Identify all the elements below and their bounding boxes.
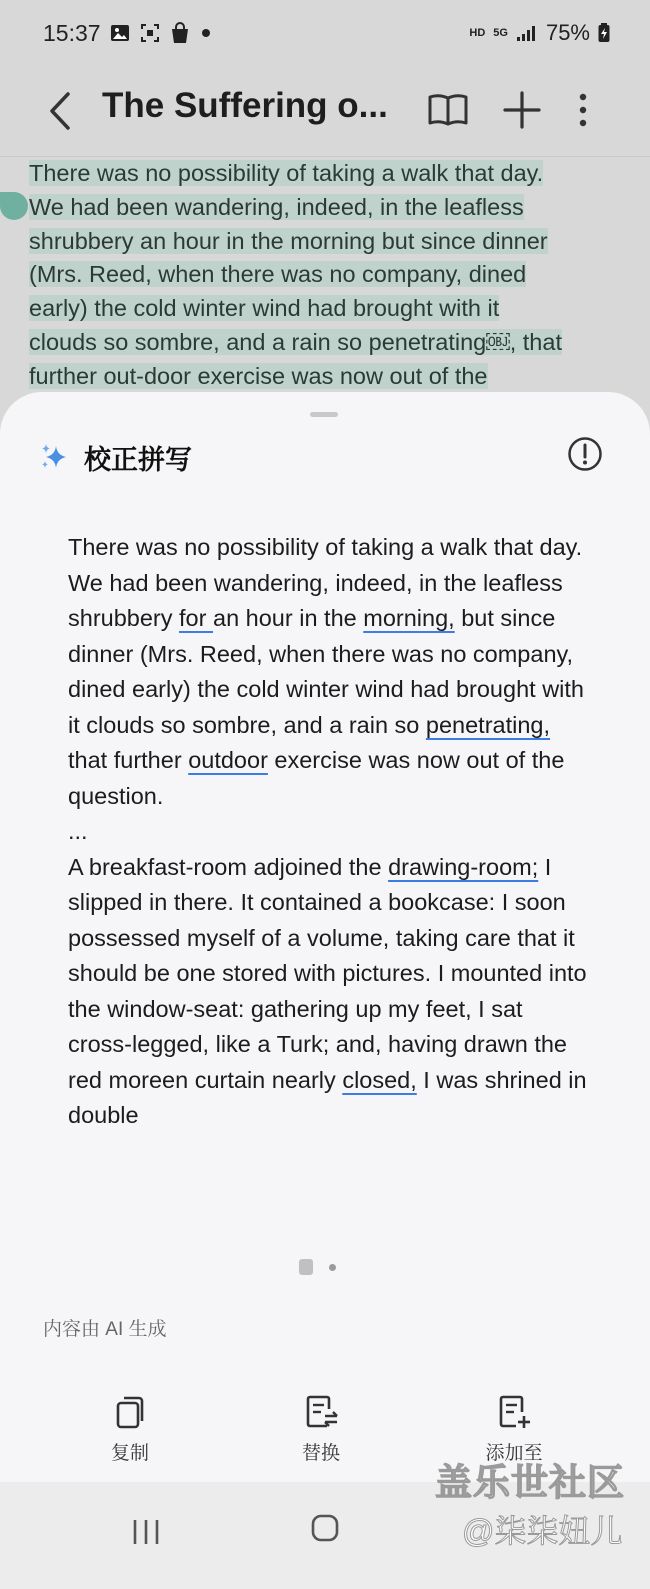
add-to-icon [494,1392,534,1432]
battery-icon [598,23,610,43]
corrected-text[interactable] [68,530,588,1134]
note-line: (Mrs. Reed, when there was no company, dined [29,261,527,288]
spelling-correction[interactable]: closed, [342,1066,417,1093]
ai-sparkle-icon [40,442,70,472]
battery-percent: 75% [545,20,590,45]
book-icon[interactable] [426,88,470,132]
text-segment: There was no possibility of taking a walk that day. We had been wandering, indeed, in the leafless shrubbery [68,534,583,631]
page-indicator-current [299,1259,313,1275]
corrected-paragraph [68,530,588,814]
text-segment: A breakfast-room adjoined the [68,853,389,880]
back-icon[interactable] [40,86,80,136]
corrected-paragraph [68,850,588,1134]
copy-button[interactable] [80,1392,180,1465]
sheet-grabber[interactable] [310,412,338,417]
replace-button[interactable] [271,1392,371,1465]
more-vert-icon[interactable] [568,88,598,132]
spelling-correction[interactable]: for [179,605,213,631]
home-icon[interactable] [310,1513,340,1543]
status-bar [0,0,650,70]
page-title: The Suffering o... [102,86,388,125]
app-bar [0,70,650,157]
note-line: further out-door exercise was now out of the [29,362,488,389]
note-line: There was no possibility of taking a walk that day. [29,160,544,186]
info-icon[interactable] [567,436,603,472]
status-right [469,20,610,46]
note-line: clouds so sombre, and a rain so penetrating￼, that [29,328,562,355]
copy-icon [110,1392,150,1432]
sheet-title: 校正拼写 [84,445,192,475]
note-content[interactable] [29,157,629,394]
spelling-correction[interactable]: penetrating, [425,711,551,738]
page-indicator-dot [329,1264,336,1271]
spelling-correction[interactable]: morning, [363,605,455,631]
spelling-correction[interactable]: outdoor [188,747,268,773]
network-type: 5G [493,27,508,39]
copy-label: 复制 [110,1443,149,1464]
status-left-icons [110,22,212,44]
note-line: shrubbery an hour in the morning but since dinner [29,227,548,254]
watermark-title: 盖乐世社区 [435,1462,625,1503]
text-segment: exercise was now out of the question. [68,747,565,809]
hd-badge: HD [469,27,486,39]
status-time: 15:37 [43,20,101,46]
text-segment: that further [68,747,189,773]
replace-icon [301,1392,341,1432]
shopping-bag-icon [170,22,190,44]
text-segment: an hour in the [213,605,364,631]
selection-handle[interactable] [0,192,28,220]
recent-apps-icon[interactable] [131,1517,161,1547]
ai-generated-note: 内容由 AI 生成 [43,1319,167,1340]
spelling-correction[interactable]: drawing-room; [388,853,539,880]
page-indicator [299,1259,336,1275]
ellipsis: ... [68,818,88,844]
add-to-label: 添加至 [485,1443,543,1464]
spell-check-sheet [0,392,650,1589]
text-segment: I was shrined in double [68,1066,587,1128]
notification-dot-icon [200,27,212,39]
gallery-icon [110,23,130,43]
note-line: early) the cold winter wind had brought with it [29,295,500,322]
signal-icon [516,24,538,42]
plus-icon[interactable] [500,88,544,132]
text-segment: but since dinner (Mrs. Reed, when there was no company, dined early) the cold winter wind had brought with it clouds so sombre, and a rain so [68,605,584,738]
text-segment: I slipped in there. It contained a bookcase: I soon possessed myself of a volume, taking care that it should be one stored with pictures. I mounted into the window-seat: gathering up my feet, I sat cross-legged, like a Turk; and, having drawn the red moreen curtain nearly [68,853,587,1093]
watermark-user: @柒柒妞儿 [462,1513,623,1549]
screen-capture-icon [140,23,160,43]
replace-label: 替换 [301,1443,340,1464]
note-line: We had been wandering, indeed, in the leafless [29,193,524,220]
